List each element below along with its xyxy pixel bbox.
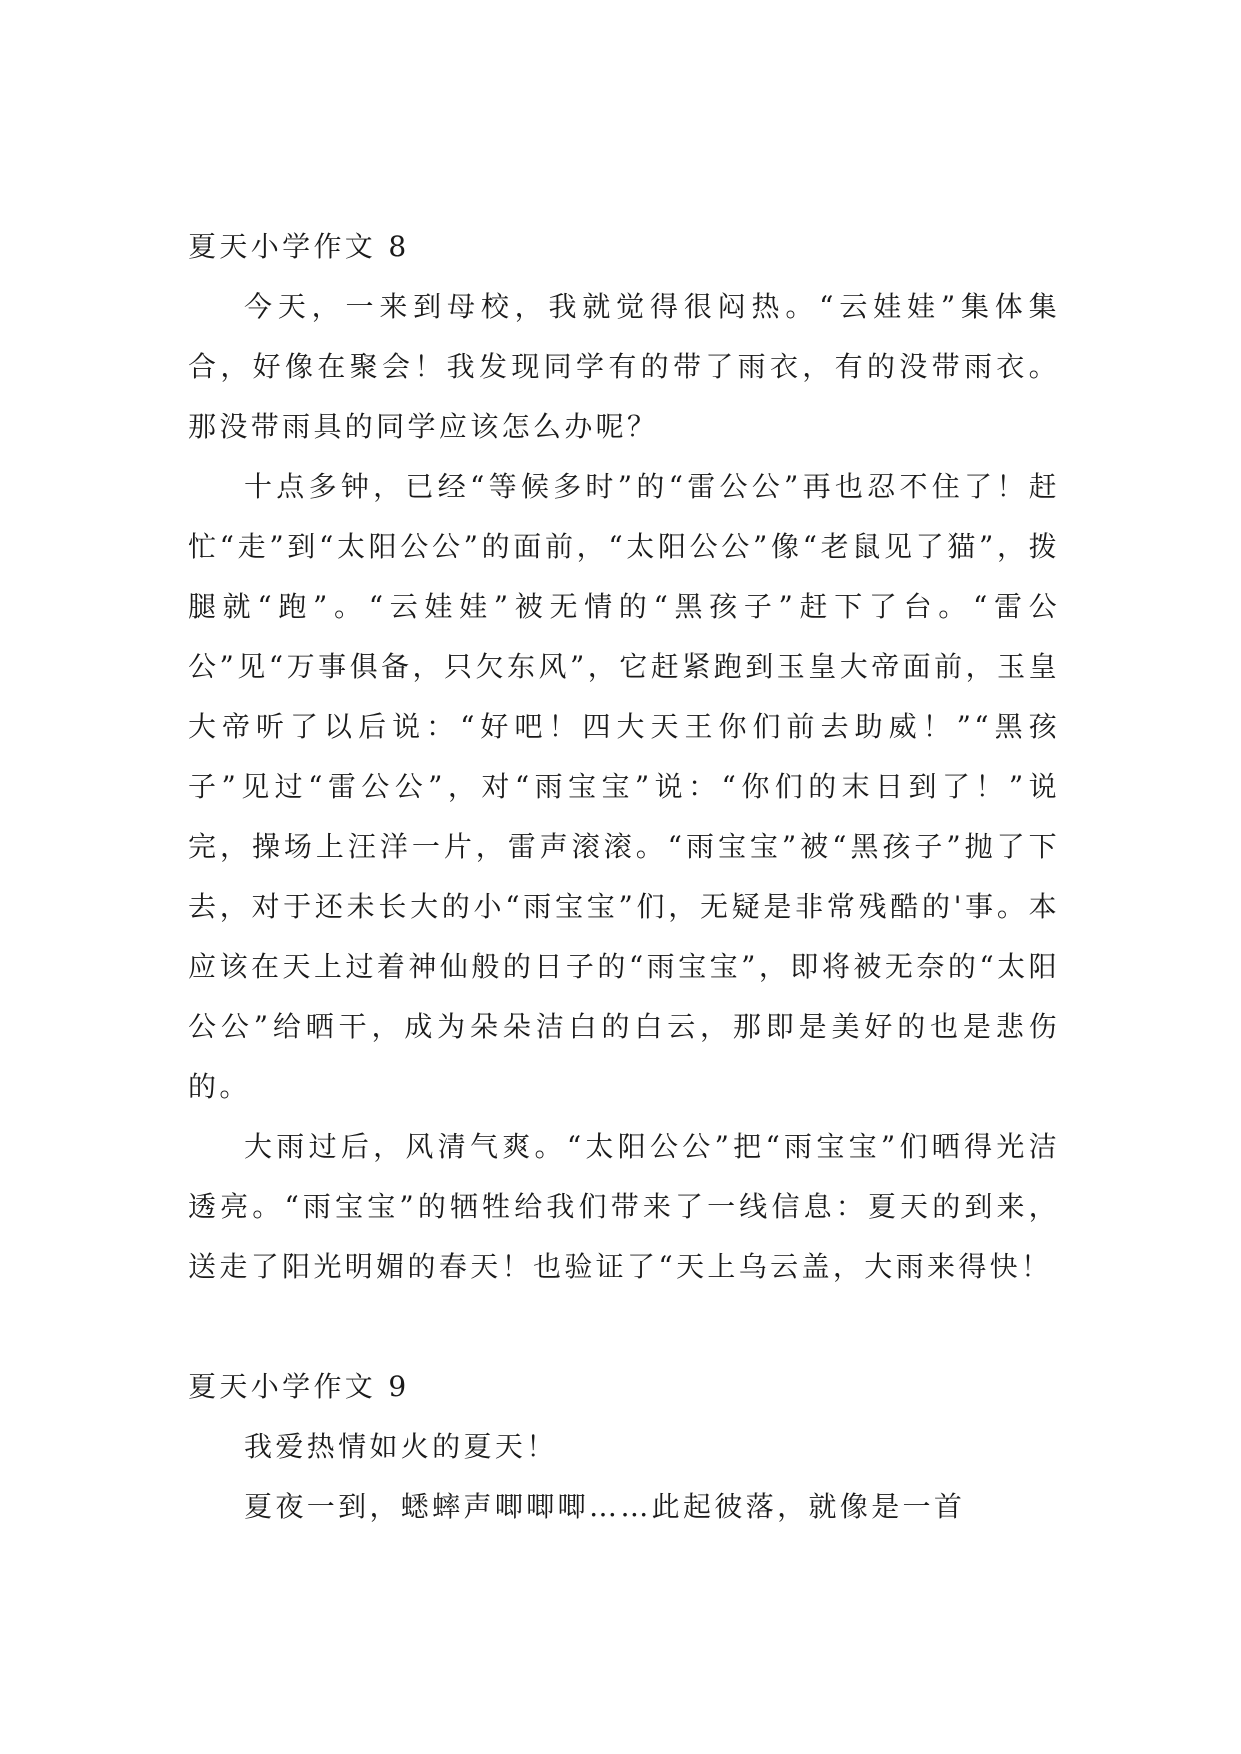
essay-section-9 xyxy=(188,1357,1060,1537)
essay-section-8 xyxy=(188,217,1060,1297)
paragraph: 今天，一来到母校，我就觉得很闷热。“云娃娃”集体集合，好像在聚会！我发现同学有的带了雨衣，有的没带雨衣。那没带雨具的同学应该怎么办呢？ xyxy=(188,290,1060,443)
section-title: 夏天小学作文 9 xyxy=(188,1370,410,1403)
document-body xyxy=(188,217,1060,1537)
paragraph: 我爱热情如火的夏天！ xyxy=(244,1430,558,1463)
section-title: 夏天小学作文 8 xyxy=(188,230,410,263)
section-spacer xyxy=(188,1297,1060,1357)
paragraph: 十点多钟，已经“等候多时”的“雷公公”再也忍不住了！赶忙“走”到“太阳公公”的面前，“太阳公公”像“老鼠见了猫”，拨腿就“跑”。“云娃娃”被无情的“黑孩子”赶下了台。“雷公公”见“万事俱备，只欠东风”，它赶紧跑到玉皇大帝面前，玉皇大帝听了以后说：“好吧！四大天王你们前去助威！”“黑孩子”见过“雷公公”，对“雨宝宝”说：“你们的末日到了！”说完，操场上汪洋一片，雷声滚滚。“雨宝宝”被“黑孩子”抛了下去，对于还未长大的小“雨宝宝”们，无疑是非常残酷的'事。本应该在天上过着神仙般的日子的“雨宝宝”，即将被无奈的“太阳公公”给晒干，成为朵朵洁白的白云，那即是美好的也是悲伤的。 xyxy=(188,470,1060,1103)
paragraph: 大雨过后，风清气爽。“太阳公公”把“雨宝宝”们晒得光洁透亮。“雨宝宝”的牺牲给我们带来了一线信息：夏天的到来，送走了阳光明媚的春天！也验证了“天上乌云盖，大雨来得快！ xyxy=(188,1130,1060,1283)
paragraph: 夏夜一到，蟋蟀声唧唧唧……此起彼落，就像是一首 xyxy=(244,1490,966,1523)
